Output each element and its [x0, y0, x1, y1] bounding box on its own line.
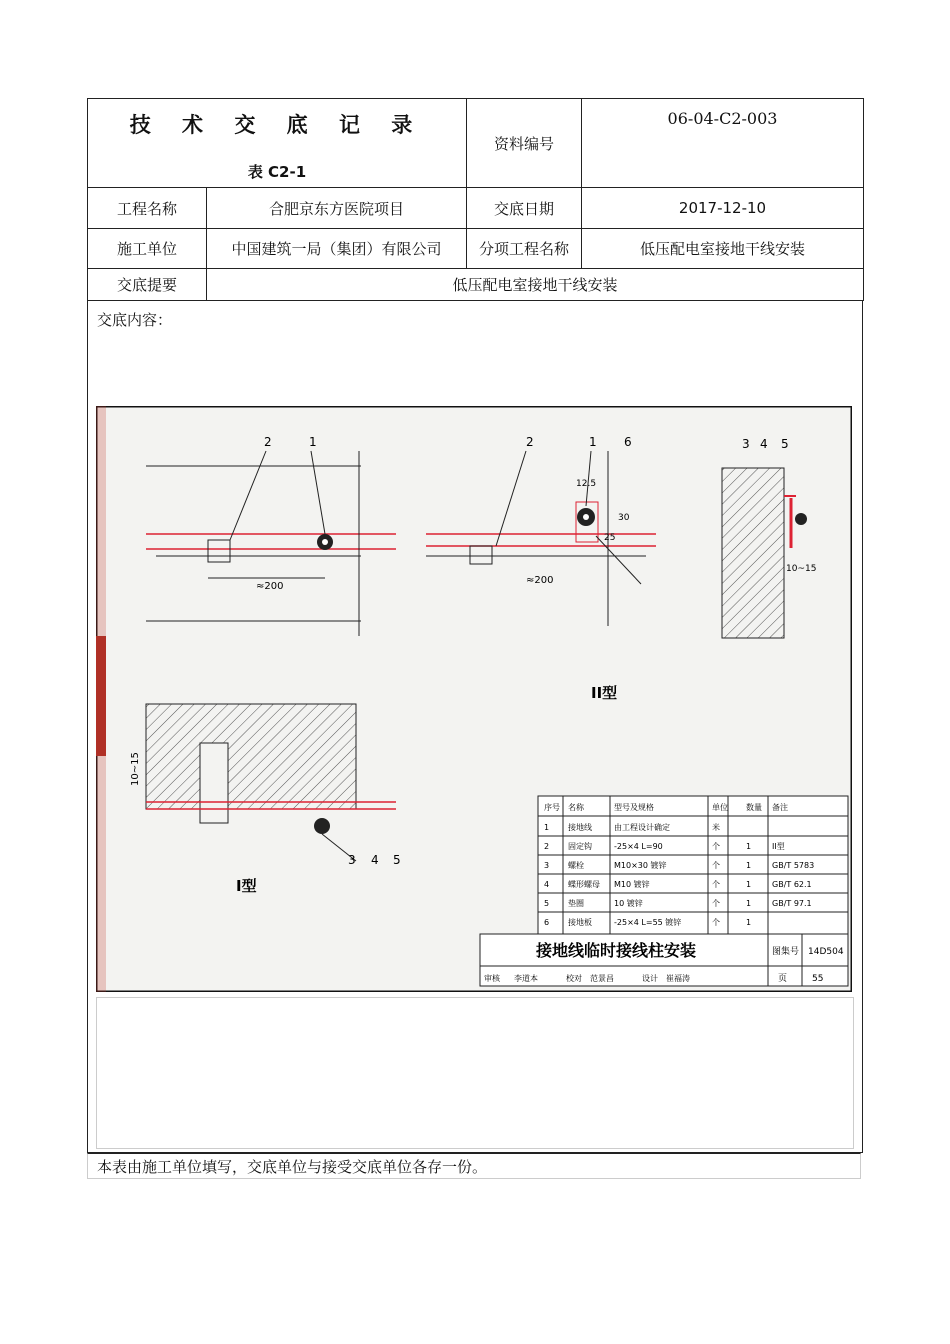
parts-cell: 个 [712, 880, 720, 889]
parts-cell: 接地板 [568, 918, 592, 927]
parts-cell: 6 [544, 918, 550, 927]
callout-5b: 5 [781, 437, 789, 451]
callout-6: 6 [624, 435, 632, 449]
summary-value: 低压配电室接地干线安装 [207, 269, 864, 301]
drawing-svg [96, 406, 852, 992]
title-cell [88, 99, 467, 188]
date-value: 2017-12-10 [582, 188, 864, 229]
parts-table [538, 796, 848, 934]
callout-5a: 5 [393, 853, 401, 867]
parts-cell: 固定钩 [568, 842, 592, 851]
parts-cell: 1 [746, 842, 752, 851]
parts-header-cell: 名称 [568, 803, 584, 812]
parts-cell: 螺栓 [568, 861, 584, 870]
parts-cell: GB/T 62.1 [772, 880, 812, 889]
type1-label: I型 [236, 877, 257, 895]
sign-cell: 李道本 [514, 974, 538, 983]
parts-cell: GB/T 97.1 [772, 899, 812, 908]
sign-cell: 审核 [484, 974, 500, 983]
title-block [480, 934, 848, 986]
form-title: 技 术 交 底 记 录 [129, 112, 425, 137]
form-number: 表 C2-1 [247, 162, 307, 181]
parts-cell: -25×4 L=90 [614, 842, 663, 851]
dim-200-a: ≈200 [256, 581, 284, 592]
project-value: 合肥京东方医院项目 [207, 188, 467, 229]
parts-cell: -25×4 L=55 镀锌 [614, 918, 682, 927]
parts-cell: 1 [746, 861, 752, 870]
parts-header-cell: 序号 [544, 803, 560, 812]
blank-area [96, 997, 854, 1149]
parts-header-cell: 数量 [746, 803, 762, 812]
parts-cell: II型 [772, 842, 785, 851]
parts-cell: 蝶形螺母 [568, 880, 600, 889]
parts-cell: 1 [544, 823, 550, 832]
parts-cell: 3 [544, 861, 550, 870]
dim-10-15-b: 10~15 [786, 564, 817, 574]
callout-2: 2 [264, 435, 272, 449]
parts-cell: 1 [746, 899, 752, 908]
callout-1: 1 [309, 435, 317, 449]
drawing-title: 接地线临时接线柱安装 [536, 941, 697, 960]
disclosure-content [87, 300, 863, 1153]
installation-drawing [96, 406, 852, 992]
project-label: 工程名称 [88, 188, 207, 229]
callout-3a: 3 [348, 853, 356, 867]
date-label: 交底日期 [467, 188, 582, 229]
parts-cell: M10×30 镀锌 [614, 861, 667, 870]
footnote: 本表由施工单位填写，交底单位与接受交底单位各存一份。 [87, 1153, 861, 1179]
subitem-value: 低压配电室接地干线安装 [582, 229, 864, 269]
parts-cell: 10 镀锌 [614, 899, 643, 908]
parts-cell: 垫圈 [568, 899, 584, 908]
parts-cell: 1 [746, 918, 752, 927]
summary-label: 交底提要 [88, 269, 207, 301]
dim-12-5: 12.5 [576, 479, 597, 489]
parts-cell: 1 [746, 880, 752, 889]
sign-cell: 范景昌 [590, 974, 614, 983]
parts-cell: 接地线 [568, 823, 592, 832]
sign-cell: 设计 [642, 974, 658, 983]
binding-mark [96, 636, 106, 756]
callout-1b: 1 [589, 435, 597, 449]
callout-4b: 4 [760, 437, 768, 451]
dim-30: 30 [618, 513, 630, 523]
atlas-no: 14D504 [808, 947, 844, 957]
parts-cell: 个 [712, 861, 720, 870]
doc-no-label: 资料编号 [467, 99, 582, 188]
content-label: 交底内容： [97, 311, 173, 329]
parts-cell: 5 [544, 899, 550, 908]
parts-header-cell: 单位 [712, 803, 728, 812]
parts-cell: 米 [712, 823, 720, 832]
page-label: 页 [778, 974, 788, 984]
parts-cell: 个 [712, 899, 720, 908]
parts-header-cell: 型号及规格 [614, 803, 654, 812]
parts-header-cell: 备注 [772, 803, 788, 812]
callout-2b: 2 [526, 435, 534, 449]
type2-label: II型 [591, 684, 618, 702]
form-header-table [87, 98, 864, 301]
sign-cell: 校对 [566, 974, 582, 983]
unit-value: 中国建筑一局（集团）有限公司 [207, 229, 467, 269]
parts-cell: 4 [544, 880, 550, 889]
doc-no-cell [582, 99, 864, 188]
dim-25: 25 [604, 533, 616, 543]
subitem-label: 分项工程名称 [467, 229, 582, 269]
dim-10-15-a: 10~15 [130, 752, 141, 786]
parts-cell: 个 [712, 842, 720, 851]
sign-cell: 崔福涛 [666, 974, 690, 983]
dim-200-b: ≈200 [526, 575, 554, 586]
unit-label: 施工单位 [88, 229, 207, 269]
callout-3b: 3 [742, 437, 750, 451]
technical-disclosure-form [87, 98, 863, 301]
parts-cell: 个 [712, 918, 720, 927]
parts-cell: 由工程设计确定 [614, 823, 670, 832]
doc-no-value: 06-04-C2-003 [667, 109, 778, 128]
atlas-label: 图集号 [772, 947, 800, 957]
parts-cell: M10 镀锌 [614, 880, 650, 889]
parts-cell: 2 [544, 842, 550, 851]
page-no: 55 [812, 974, 824, 984]
parts-cell: GB/T 5783 [772, 861, 815, 870]
callout-4a: 4 [371, 853, 379, 867]
